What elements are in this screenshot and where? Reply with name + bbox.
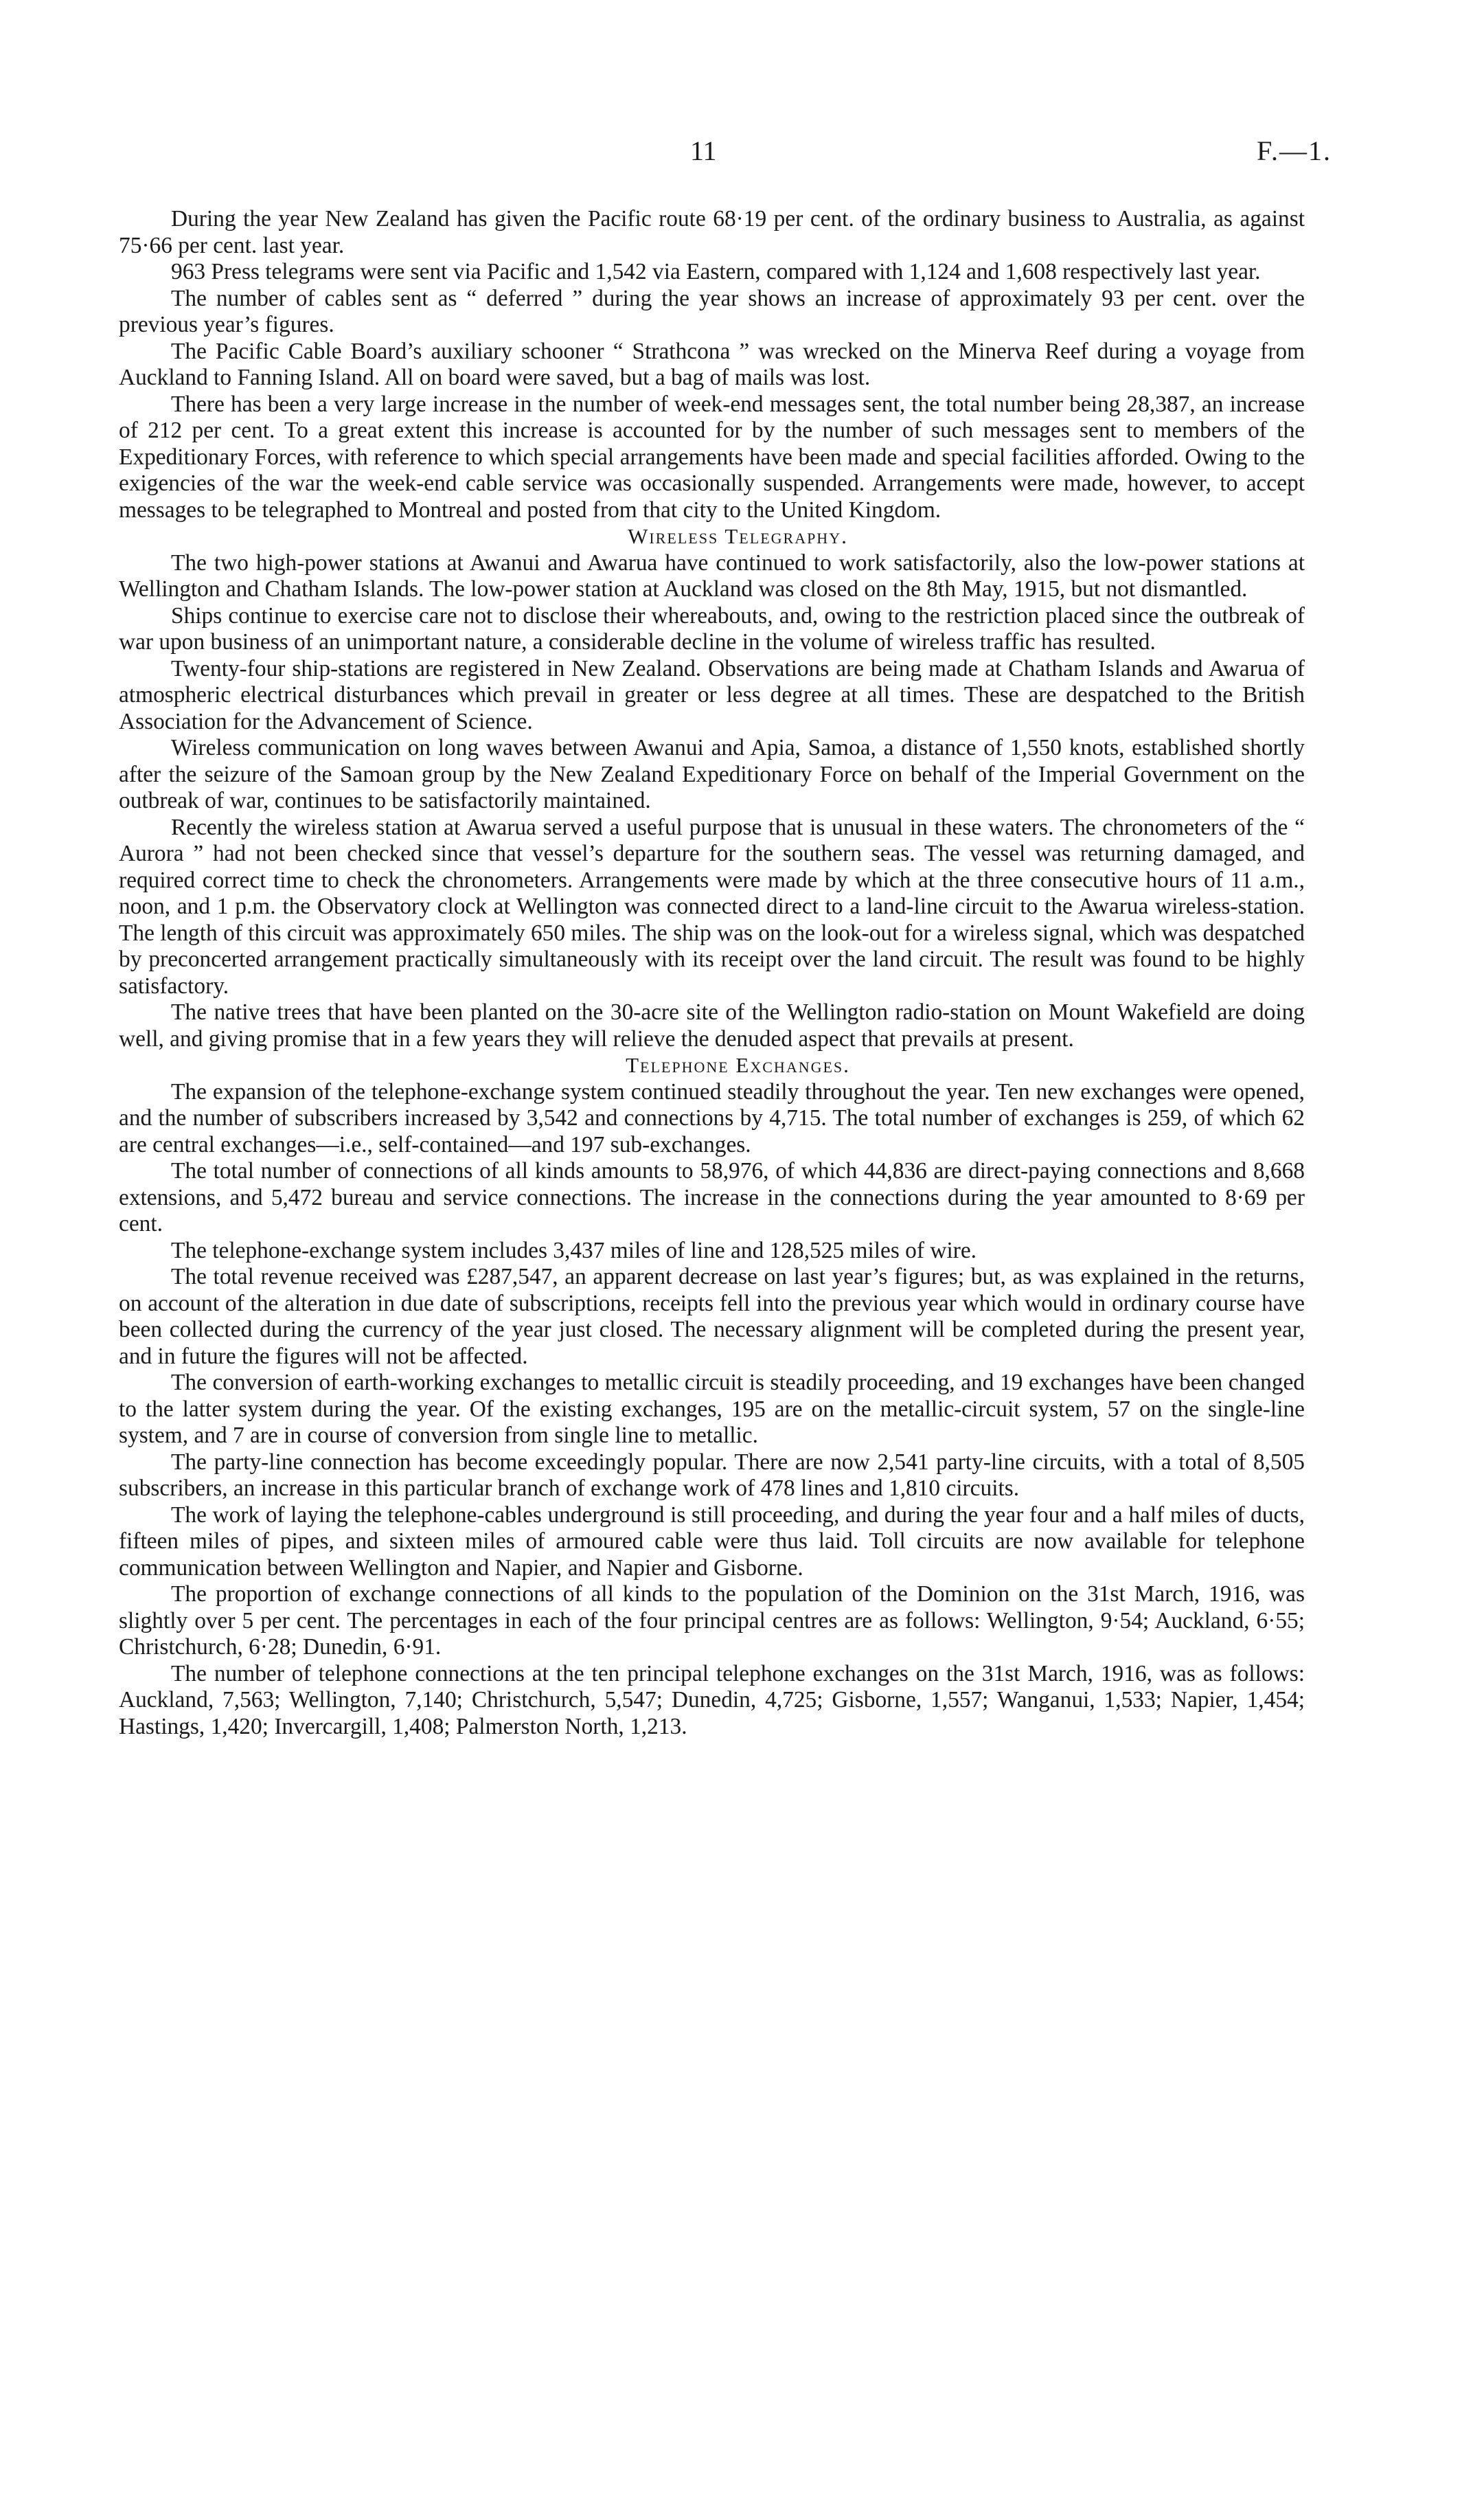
- paragraph: The proportion of exchange connections of all kinds to the population of the Dominion on the 31st March, 1916, was slightly over 5 per cent. The percentages in each of the four principal centres are as follows: Wellington, 9·54; Auckland, 6·55; Christchurch, 6·28; Dunedin, 6·91.: [119, 1581, 1305, 1660]
- telephone-section: [119, 1052, 1305, 1740]
- cable-section: [119, 206, 1305, 523]
- paragraph: The number of telephone connections at the ten principal telephone exchanges on the 31st March, 1916, was as follows: Auckland, 7,563; Wellington, 7,140; Christchurch, 5,547; Dunedin, 4,725; Gisborne, 1,557; Wanganui, 1,533; Napier, 1,454; Hastings, 1,420; Invercargill, 1,408; Palmerston North, 1,213.: [119, 1660, 1305, 1739]
- paragraph: Twenty-four ship-stations are registered in New Zealand. Observations are being made at Chatham Islands and Awarua of atmospheric electrical disturbances which prevail in greater or less degree at all times. These are despatched to the British Association for the Advancement of Science.: [119, 655, 1305, 734]
- paragraph: There has been a very large increase in the number of week-end messages sent, the total number being 28,387, an increase of 212 per cent. To a great extent this increase is accounted for by the number of such messages sent to members of the Expeditionary Forces, with reference to which special arrangements have been made and special facilities afforded. Owing to the exigencies of the war the week-end cable service was occasionally suspended. Arrangements were made, however, to accept messages to be telegraphed to Montreal and posted from that city to the United Kingdom.: [119, 391, 1305, 523]
- paragraph: The total revenue received was £287,547, an apparent decrease on last year’s figures; but, as was explained in the returns, on account of the alteration in due date of subscriptions, receipts fell into the previous year which would in ordinary course have been collected during the currency of the year just closed. The necessary alignment will be completed during the present year, and in future the figures will not be affected.: [119, 1264, 1305, 1369]
- paragraph: The party-line connection has become exceedingly popular. There are now 2,541 party-line circuits, with a total of 8,505 subscribers, an increase in this particular branch of exchange work of 478 lines and 1,810 circuits.: [119, 1449, 1305, 1501]
- paragraph: Wireless communication on long waves between Awanui and Apia, Samoa, a distance of 1,550 knots, established shortly after the seizure of the Samoan group by the New Zealand Expeditionary Force on behalf of the Imperial Government on the outbreak of war, continues to be satisfactorily maintained.: [119, 735, 1305, 813]
- paragraph: The number of cables sent as “ deferred ” during the year shows an increase of approximately 93 per cent. over the previous year’s figures.: [119, 285, 1305, 337]
- page-body: [119, 206, 1305, 1740]
- paragraph: The total number of connections of all kinds amounts to 58,976, of which 44,836 are direct-paying connections and 8,668 extensions, and 5,472 bureau and service connections. The increase in the connections during the year amounted to 8·69 per cent.: [119, 1158, 1305, 1236]
- paragraph: During the year New Zealand has given the Pacific route 68·19 per cent. of the ordinary business to Australia, as against 75·66 per cent. last year.: [119, 206, 1305, 258]
- page-header: [0, 135, 1484, 176]
- paragraph: The work of laying the telephone-cables underground is still proceeding, and during the year four and a half miles of ducts, fifteen miles of pipes, and sixteen miles of armoured cable were thus laid. Toll circuits are now available for telephone communication between Wellington and Napier, and Napier and Gisborne.: [119, 1502, 1305, 1581]
- paragraph: Recently the wireless station at Awarua served a useful purpose that is unusual in these waters. The chronometers of the “ Aurora ” had not been checked since that vessel’s departure for the southern seas. The vessel was returning damaged, and required correct time to check the chronometers. Arrangements were made by which at the three consecutive hours of 11 a.m., noon, and 1 p.m. the Observatory clock at Wellington was connected direct to a land-line circuit to the Awarua wireless-station. The length of this circuit was approximately 650 miles. The ship was on the look-out for a wireless signal, which was despatched by preconcerted arrangement practically simultaneously with its receipt over the land circuit. The result was found to be highly satisfactory.: [119, 814, 1305, 999]
- section-heading-telephone: Telephone Exchanges.: [626, 1053, 850, 1077]
- document-reference: F.—1.: [1256, 135, 1332, 166]
- wireless-section: [119, 523, 1305, 1052]
- page-number: 11: [690, 135, 717, 166]
- paragraph: Ships continue to exercise care not to disclose their whereabouts, and, owing to the restriction placed since the outbreak of war upon business of an unimportant nature, a considerable decline in the volume of wireless traffic has resulted.: [119, 602, 1305, 655]
- paragraph: The expansion of the telephone-exchange system continued steadily throughout the year. Ten new exchanges were opened, and the number of subscribers increased by 3,542 and connections by 4,715. The total number of exchanges is 259, of which 62 are central exchanges—i.e., self-contained—and 197 sub-exchanges.: [119, 1078, 1305, 1157]
- paragraph: 963 Press telegrams were sent via Pacific and 1,542 via Eastern, compared with 1,124 and 1,608 respectively last year.: [171, 259, 1261, 284]
- paragraph: The conversion of earth-working exchanges to metallic circuit is steadily proceeding, and 19 exchanges have been changed to the latter system during the year. Of the existing exchanges, 195 are on the metallic-circuit system, 57 on the single-line system, and 7 are in course of conversion from single line to metallic.: [119, 1370, 1305, 1448]
- paragraph: The Pacific Cable Board’s auxiliary schooner “ Strathcona ” was wrecked on the Minerva Reef during a voyage from Auckland to Fanning Island. All on board were saved, but a bag of mails was lost.: [119, 338, 1305, 390]
- paragraph: The telephone-exchange system includes 3,437 miles of line and 128,525 miles of wire.: [171, 1237, 977, 1263]
- section-heading-wireless: Wireless Telegraphy.: [628, 524, 848, 548]
- paragraph: The two high-power stations at Awanui and Awarua have continued to work satisfactorily, also the low-power stations at Wellington and Chatham Islands. The low-power station at Auckland was closed on the 8th May, 1915, but not dismantled.: [119, 550, 1305, 602]
- paragraph: The native trees that have been planted on the 30-acre site of the Wellington radio-station on Mount Wakefield are doing well, and giving promise that in a few years they will relieve the denuded aspect that prevails at present.: [119, 999, 1305, 1052]
